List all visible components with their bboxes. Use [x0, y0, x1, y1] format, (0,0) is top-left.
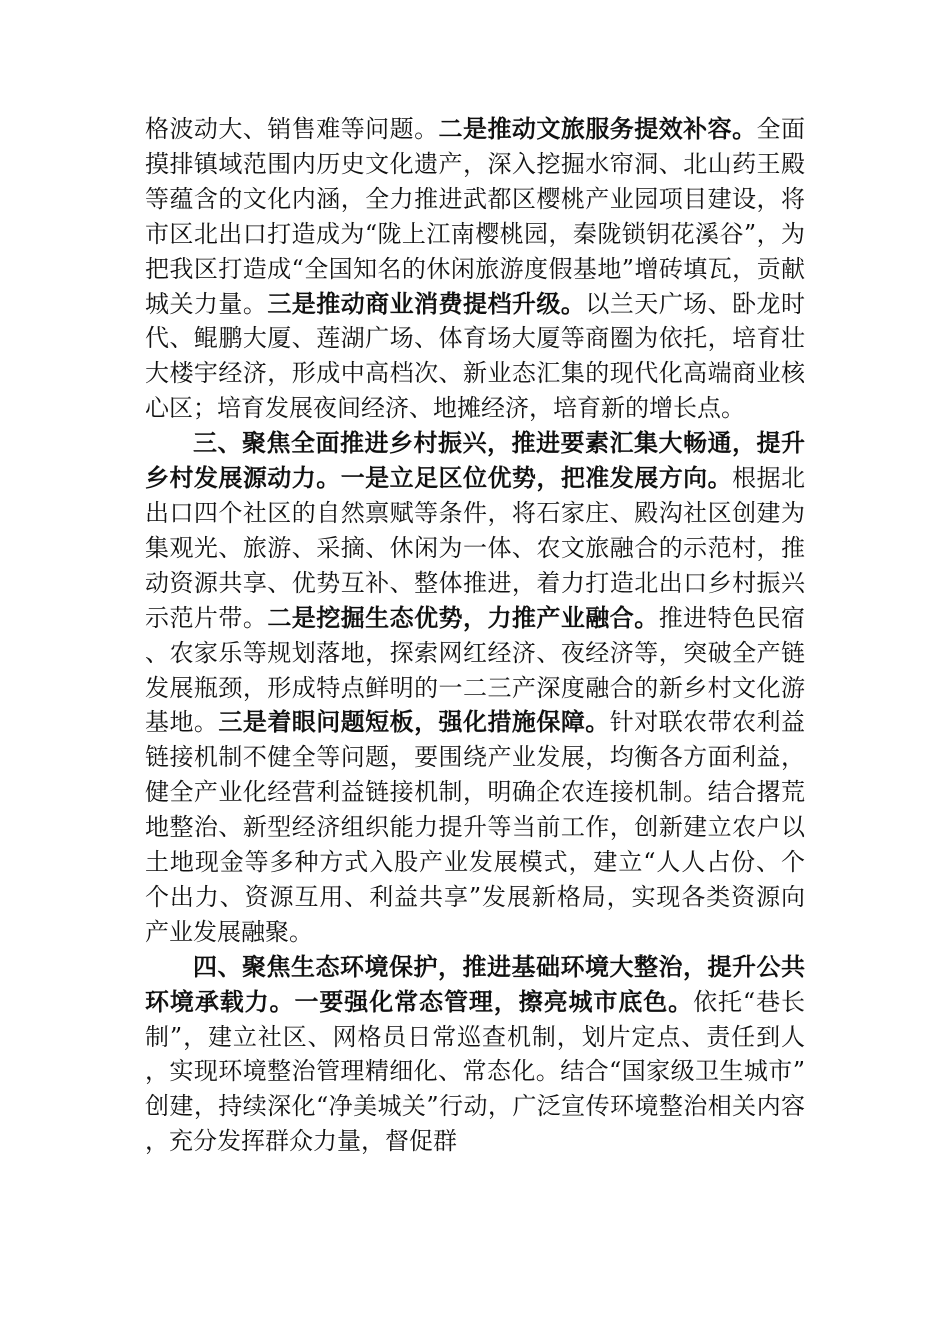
text-segment: 格波动大、销售难等问题。 [145, 115, 439, 143]
text-segment: 针对联农带农利益链接机制不健全等问题，要围绕产业发展，均衡各方面利益，健全产业化经营利益链接机制，明确企农连接机制。结合撂荒地整治、新型经济组织能力提升等当前工作，创新建立农户以土地现金等多种方式入股产业发展模式，建立“人人占份、个个出力、资源互用、利益共享”发展新格局，实现各类资源向产业发展融聚。 [145, 708, 806, 946]
text-segment: 以兰天广场、卧龙时代、鲲鹏大厦、莲湖广场、体育场大厦等商圈为依托，培育壮大楼宇经济，形成中高档次、新业态汇集的现代化高端商业核心区；培育发展夜间经济、地摊经济，培育新的增长点。 [145, 289, 806, 423]
bold-heading: 三是着眼问题短板，强化措施保障。 [218, 708, 610, 737]
bold-heading: 三是推动商业消费提档升级。 [267, 289, 586, 318]
paragraph-3 [145, 950, 805, 1159]
section-heading: 三、聚焦全面推进乡村振兴，推进要素汇集大畅通，提升乡村发展源动力。一是立足区位优势，把准发展方向。 [145, 429, 805, 493]
text-segment: 全面摸排镇域范围内历史文化遗产，深入挖掘水帘洞、北山药王殿等蕴含的文化内涵，全力推进武都区樱桃产业园项目建设，将市区北出口打造成为“陇上江南樱桃园，秦陇锁钥花溪谷”，为把我区打造成“全国知名的休闲旅游度假基地”增砖填瓦，贡献城关力量。 [145, 115, 806, 318]
bold-heading: 二是挖掘生态优势，力推产业融合。 [267, 603, 659, 632]
text-segment: 推进特色民宿、农家乐等规划落地，探索网红经济、夜经济等，突破全产链发展瓶颈，形成特点鲜明的一二三产深度融合的新乡村文化游基地。 [145, 603, 806, 737]
text-segment: 根据北出口四个社区的自然禀赋等条件，将石家庄、殿沟社区创建为集观光、旅游、采摘、休闲为一体、农文旅融合的示范村，推动资源共享、优势互补、整体推进，着力打造北出口乡村振兴示范片带。 [145, 464, 806, 632]
paragraph-1 [145, 112, 805, 426]
bold-heading: 二是推动文旅服务提效补容。 [438, 115, 757, 143]
paragraph-2 [145, 426, 805, 950]
text-segment: 依托“巷长制”，建立社区、网格员日常巡查机制，划片定点、责任到人，实现环境整治管理精细化、常态化。结合“国家级卫生城市”创建，持续深化“净美城关”行动，广泛宣传环境整治相关内容，充分发挥群众力量，督促群 [145, 987, 805, 1156]
section-heading: 四、聚焦生态环境保护，推进基础环境大整治，提升公共环境承载力。一要强化常态管理，擦亮城市底色。 [145, 952, 805, 1016]
document-body [145, 112, 805, 1159]
